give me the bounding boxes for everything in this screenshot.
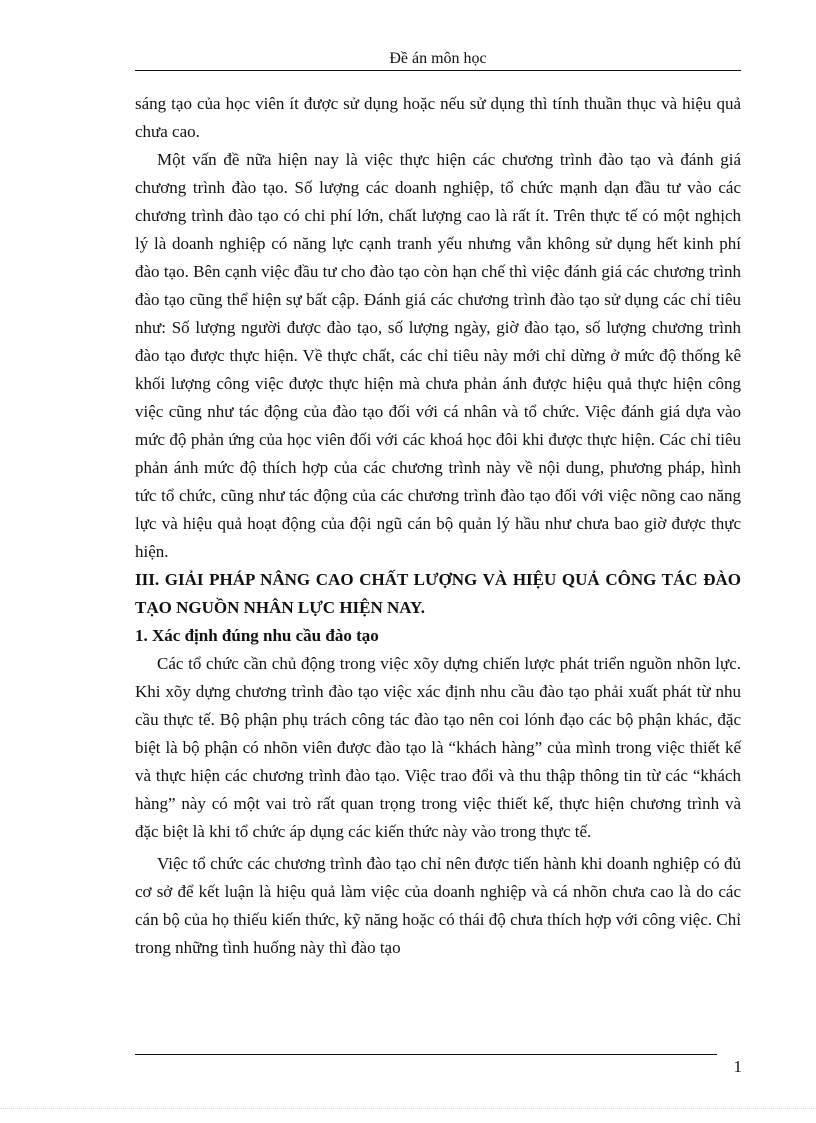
paragraph-training-conditions: Việc tổ chức các chương trình đào tạo chỉ nên được tiến hành khi doanh nghiệp có đủ cơ sở để kết luận là hiệu quả làm việc của doanh nghiệp và cá nhõn chưa cao là do các cán bộ của họ thiếu kiến thức, kỹ năng hoặc có thái độ chưa thích hợp với công việc. Chỉ trong những tình huống này thì đào tạo: [135, 854, 741, 957]
section-heading: III. GIẢI PHÁP NÂNG CAO CHẤT LƯỢNG VÀ HIỆU QUẢ CÔNG TÁC ĐÀO TẠO NGUỒN NHÂN LỰC HIỆN NAY.: [135, 570, 741, 617]
subsection-heading: 1. Xác định đúng nhu cầu đào tạo: [135, 626, 379, 645]
paragraph-continuation: sáng tạo của học viên ít được sử dụng hoặc nếu sử dụng thì tính thuần thục và hiệu quả chưa cao.: [135, 94, 741, 141]
page-bottom-edge: [0, 1108, 816, 1109]
page-number: 1: [733, 1057, 742, 1076]
header-divider: [135, 70, 741, 71]
document-body: [135, 90, 741, 962]
paragraph-training-needs: Các tổ chức cần chủ động trong việc xõy dựng chiến lược phát triển nguồn nhõn lực. Khi xõy dựng chương trình đào tạo việc xác định nhu cầu đào tạo phải xuất phát từ nhu cầu thực tế. Bộ phận phụ trách công tác đào tạo nên coi lónh đạo các bộ phận khác, đặc biệt là bộ phận có nhõn viên được đào tạo là “khách hàng” của mình trong việc thiết kế và thực hiện các chương trình đào tạo. Việc trao đổi và thu thập thông tin từ các “khách hàng” này có một vai trò rất quan trọng trong việc thiết kế, thực hiện chương trình và đặc biệt là khi tổ chức áp dụng các kiến thức này vào trong thực tế.: [135, 654, 741, 841]
paragraph-training-evaluation: Một vấn đề nữa hiện nay là việc thực hiện các chương trình đào tạo và đánh giá chương trình đào tạo. Số lượng các doanh nghiệp, tổ chức mạnh dạn đầu tư vào các chương trình đào tạo có chi phí lớn, chất lượng cao là rất ít. Trên thực tế có một nghịch lý là doanh nghiệp có năng lực cạnh tranh yếu nhưng vẫn không sử dụng hết kinh phí đào tạo. Bên cạnh việc đầu tư cho đào tạo còn hạn chế thì việc đánh giá các chương trình đào tạo cũng thể hiện sự bất cập. Đánh giá các chương trình đào tạo sử dụng các chỉ tiêu như: Số lượng người được đào tạo, số lượng ngày, giờ đào tạo, số lượng chương trình đào tạo được thực hiện. Về thực chất, các chỉ tiêu này mới chỉ dừng ở mức độ thống kê khối lượng công việc được thực hiện mà chưa phản ánh được hiệu quả thực hiện công việc cũng như tác động của đào tạo đối với cá nhân và tổ chức. Việc đánh giá dựa vào mức độ phản ứng của học viên đối với các khoá học đôi khi được thực hiện. Các chỉ tiêu phản ánh mức độ thích hợp của các chương trình này về nội dung, phương pháp, hình tức tổ chức, cũng như tác động của các chương trình đào tạo đối với việc nõng cao năng lực và hiệu quả hoạt động của đội ngũ cán bộ quản lý hầu như chưa bao giờ được thực hiện.: [135, 150, 741, 561]
footer-divider: [135, 1054, 717, 1055]
page-header-title: Đề án môn học: [389, 50, 487, 67]
